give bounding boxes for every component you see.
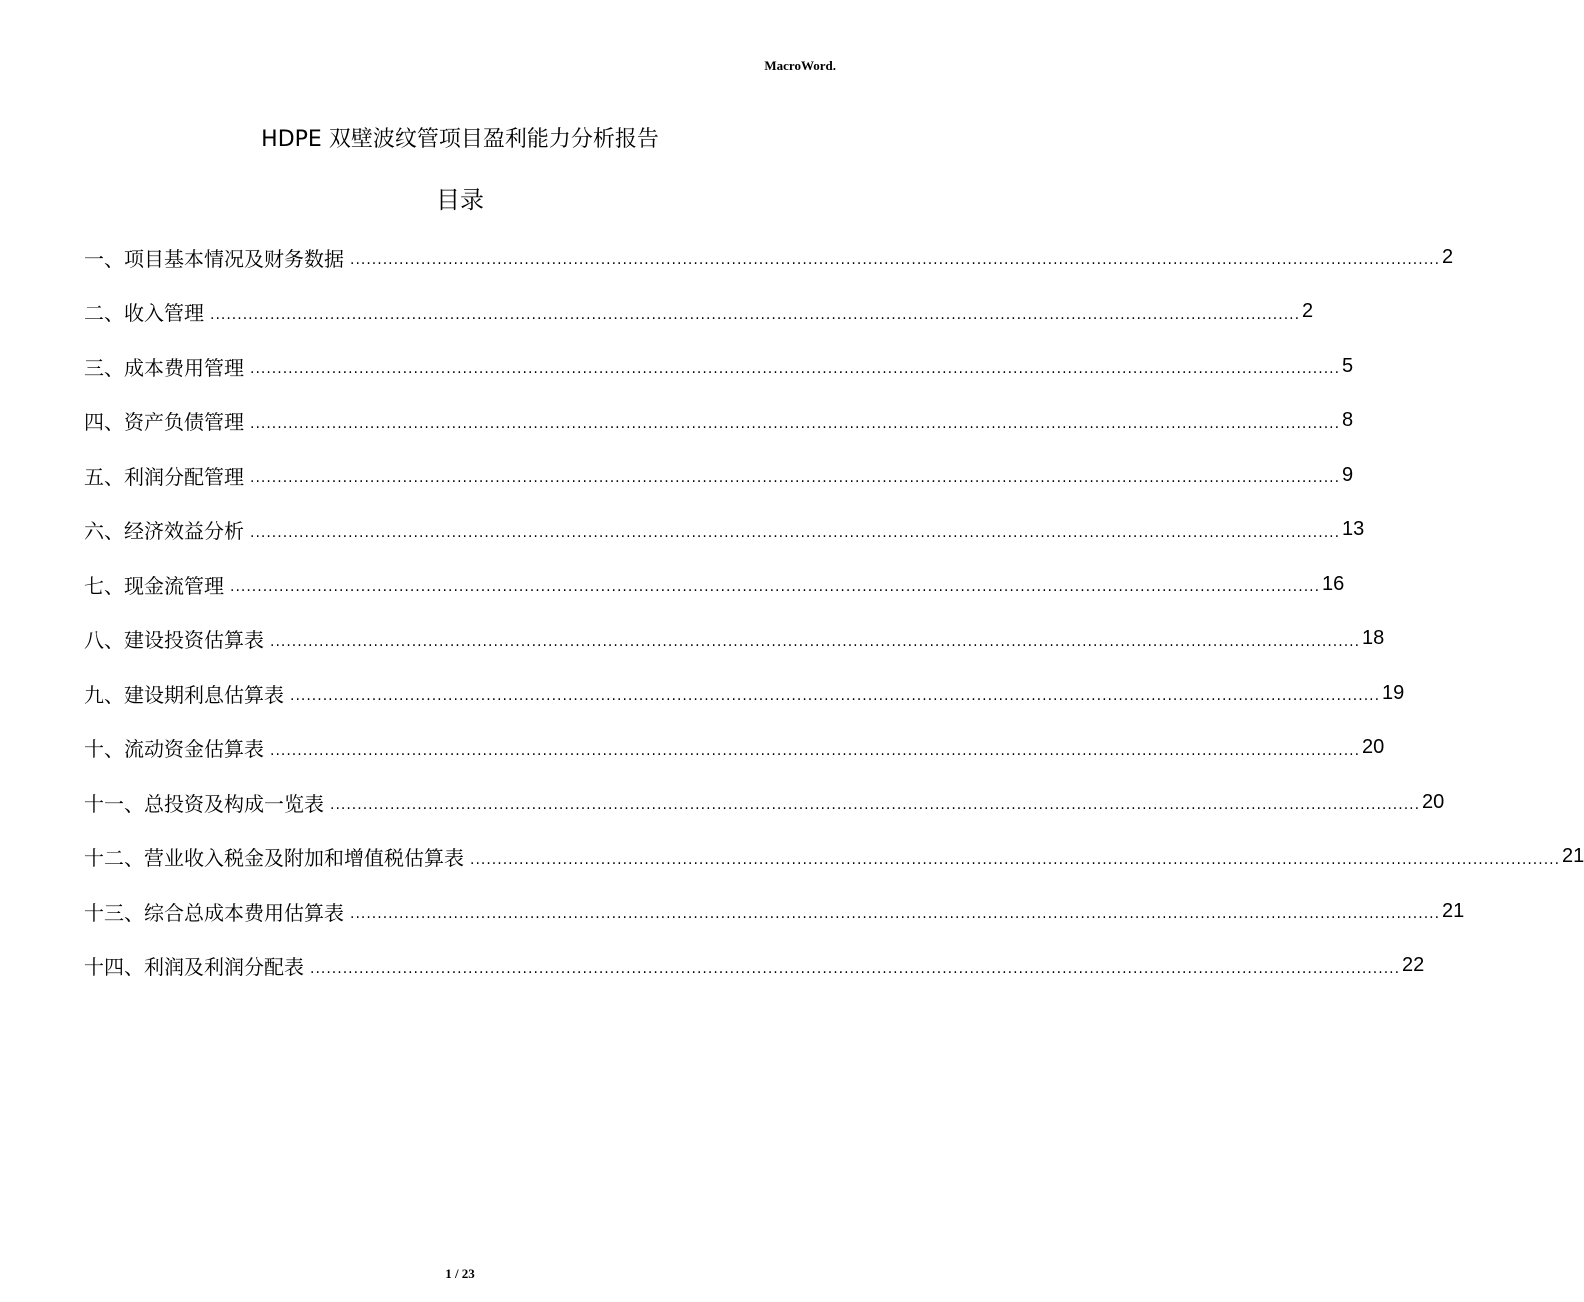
toc-entry-label: 综合总成本费用估算表 [144, 900, 344, 925]
document-title: HDPE 双壁波纹管项目盈利能力分析报告 [261, 127, 659, 152]
toc-entry-label: 建设投资估算表 [124, 628, 264, 653]
toc-entry-number: 八、 [84, 628, 124, 653]
toc-dot-leader: ........................................................................................................................................................................................................ [270, 633, 1361, 650]
toc-entry-page: 22 [1402, 954, 1425, 977]
toc-dot-leader: ........................................................................................................................................................................................................ [270, 742, 1361, 759]
toc-dot-leader: ........................................................................................................................................................................................................ [210, 306, 1301, 323]
toc-dot-leader: ........................................................................................................................................................................................................ [250, 415, 1341, 432]
toc-entry-page: 21 [1442, 899, 1465, 922]
toc-entry-number: 四、 [84, 410, 124, 435]
toc-entry-label: 现金流管理 [124, 573, 224, 598]
toc-entry-page: 9 [1342, 463, 1354, 486]
toc-entry[interactable] [84, 285, 1314, 340]
toc-entry-label: 成本费用管理 [124, 355, 244, 380]
toc-dot-leader: ........................................................................................................................................................................................................ [230, 579, 1321, 596]
toc-entry[interactable] [84, 230, 1454, 285]
toc-entry-number: 十二、 [84, 846, 144, 871]
toc-entry[interactable] [84, 775, 1445, 830]
toc-entry-label: 资产负债管理 [124, 410, 244, 435]
toc-entry[interactable] [84, 448, 1354, 503]
toc-entry-label: 总投资及构成一览表 [144, 791, 324, 816]
toc-entry-number: 十三、 [84, 900, 144, 925]
toc-entry[interactable] [84, 503, 1365, 558]
toc-entry-number: 二、 [84, 301, 124, 326]
toc-entry-page: 5 [1342, 354, 1354, 377]
toc-dot-leader: ........................................................................................................................................................................................................ [250, 524, 1341, 541]
toc-dot-leader: ........................................................................................................................................................................................................ [250, 470, 1341, 487]
toc-entry[interactable] [84, 830, 1584, 885]
toc-entry[interactable] [84, 884, 1465, 939]
toc-entry[interactable] [84, 721, 1385, 776]
toc-entry-page: 13 [1342, 518, 1365, 541]
toc-entry-page: 2 [1302, 300, 1314, 323]
toc-entry-page: 8 [1342, 409, 1354, 432]
toc-entry-number: 六、 [84, 519, 124, 544]
toc-entry-label: 营业收入税金及附加和增值税估算表 [144, 846, 464, 871]
toc-heading: 目录 [436, 186, 484, 214]
header-brand: MacroWord. [764, 58, 836, 73]
toc-entry-page: 21 [1562, 845, 1584, 868]
toc-entry-number: 十一、 [84, 791, 144, 816]
toc-entry-number: 五、 [84, 464, 124, 489]
toc-entry-label: 利润及利润分配表 [144, 955, 304, 980]
toc-entry[interactable] [84, 666, 1405, 721]
toc-entry-label: 经济效益分析 [124, 519, 244, 544]
toc-entry-label: 流动资金估算表 [124, 737, 264, 762]
toc-entry-page: 19 [1382, 681, 1405, 704]
toc-entry-page: 2 [1442, 245, 1454, 268]
toc-entry[interactable] [84, 557, 1345, 612]
toc-entry-page: 18 [1362, 627, 1385, 650]
toc-dot-leader: ........................................................................................................................................................................................................ [470, 851, 1561, 868]
toc-entry-number: 七、 [84, 573, 124, 598]
page-indicator: 1 / 23 [445, 1266, 475, 1281]
toc-entry-number: 九、 [84, 682, 124, 707]
toc-dot-leader: ........................................................................................................................................................................................................ [310, 960, 1401, 977]
toc-entry-number: 十四、 [84, 955, 144, 980]
toc-entry[interactable] [84, 612, 1385, 667]
table-of-contents [84, 230, 1584, 993]
toc-dot-leader: ........................................................................................................................................................................................................ [250, 361, 1341, 378]
toc-entry[interactable] [84, 939, 1425, 994]
toc-dot-leader: ........................................................................................................................................................................................................ [350, 252, 1441, 269]
toc-entry-label: 建设期利息估算表 [124, 682, 284, 707]
toc-entry-number: 一、 [84, 246, 124, 271]
toc-entry-page: 20 [1362, 736, 1385, 759]
toc-entry-page: 16 [1322, 572, 1345, 595]
toc-dot-leader: ........................................................................................................................................................................................................ [290, 688, 1381, 705]
toc-entry[interactable] [84, 394, 1354, 449]
toc-dot-leader: ........................................................................................................................................................................................................ [350, 906, 1441, 923]
toc-entry-label: 收入管理 [124, 301, 204, 326]
toc-entry-label: 项目基本情况及财务数据 [124, 246, 344, 271]
toc-entry-number: 三、 [84, 355, 124, 380]
toc-entry-page: 20 [1422, 790, 1445, 813]
toc-entry-label: 利润分配管理 [124, 464, 244, 489]
toc-dot-leader: ........................................................................................................................................................................................................ [330, 797, 1421, 814]
toc-entry[interactable] [84, 339, 1354, 394]
toc-entry-number: 十、 [84, 737, 124, 762]
